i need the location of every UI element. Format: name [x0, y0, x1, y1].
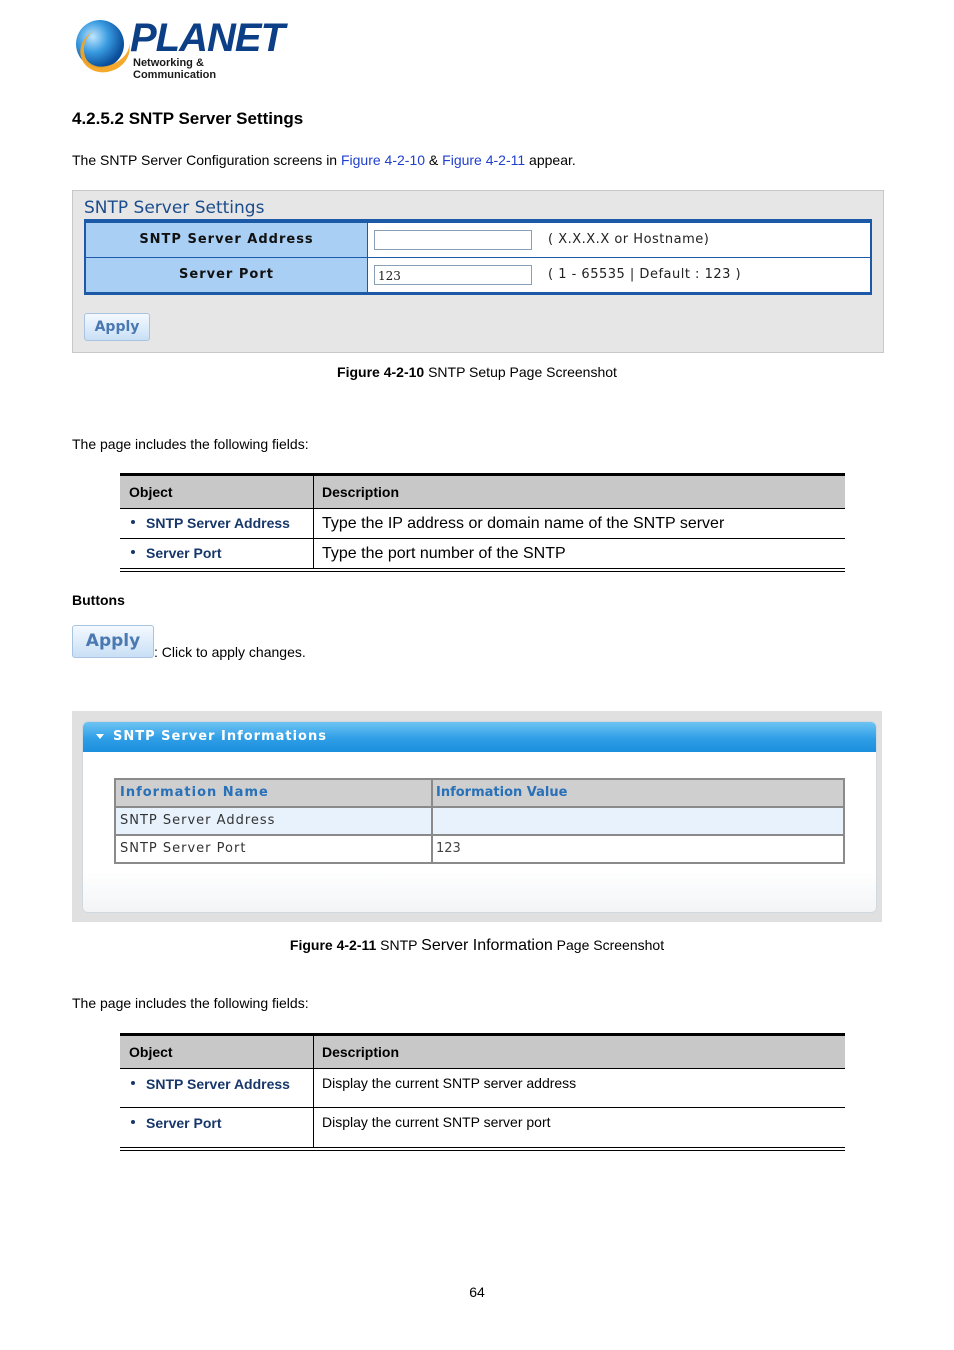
apply-description: : Click to apply changes.: [154, 644, 306, 660]
sntp-settings-panel: [72, 190, 884, 353]
port-label: Server Port: [86, 258, 368, 292]
server-port-input[interactable]: 123: [374, 265, 532, 285]
header-object: Object: [120, 476, 314, 508]
bullet-icon: [131, 1081, 135, 1085]
fields-table-2: [120, 1033, 845, 1151]
logo-wordmark: PLANET: [130, 16, 284, 60]
fields-intro-1: The page includes the following fields:: [72, 436, 309, 452]
figure-link-4-2-11[interactable]: Figure 4-2-11: [442, 152, 526, 168]
info-value: [433, 808, 843, 834]
intro-text-post: appear.: [525, 152, 576, 168]
logo-tagline: Networking & Communication: [133, 57, 217, 81]
settings-row-port: [86, 258, 870, 292]
info-panel-title: SNTP Server Informations: [113, 729, 327, 744]
intro-paragraph: [72, 152, 576, 168]
object-name: SNTP Server Address: [146, 515, 290, 531]
caption-2-text-c: Page Screenshot: [552, 937, 665, 953]
bullet-icon: [131, 520, 135, 524]
figure-caption-1: [0, 364, 954, 380]
page-number: 64: [469, 1284, 485, 1300]
table-row: [116, 834, 843, 862]
caption-2-label: Figure 4-2-11: [289, 937, 377, 953]
fields-table-1: [120, 473, 845, 572]
intro-text-pre: The SNTP Server Configuration screens in: [72, 152, 341, 168]
table-header-row: [120, 1035, 845, 1069]
apply-button-sample[interactable]: Apply: [72, 625, 154, 658]
object-description: Type the IP address or domain name of the SNTP server: [322, 515, 725, 532]
header-object: Object: [120, 1036, 314, 1068]
apply-button[interactable]: Apply: [84, 313, 150, 341]
intro-text-amp: &: [425, 152, 443, 168]
info-name: SNTP Server Port: [116, 836, 433, 862]
info-name: SNTP Server Address: [116, 808, 433, 834]
caption-1-text: SNTP Setup Page Screenshot: [424, 364, 617, 380]
info-header-row: [116, 780, 843, 806]
figure-caption-2: [0, 937, 954, 955]
object-name: Server Port: [146, 545, 222, 561]
info-header-value: Information Value: [436, 785, 568, 800]
port-hint: ( 1 - 65535 | Default : 123 ): [548, 267, 742, 282]
header-description: Description: [322, 1044, 400, 1060]
settings-panel-title: SNTP Server Settings: [84, 198, 265, 218]
collapse-triangle-icon: [96, 734, 104, 739]
info-value: 123: [436, 841, 461, 856]
bullet-icon: [131, 1120, 135, 1124]
table-row: [116, 806, 843, 834]
settings-table: [84, 219, 872, 295]
object-name: Server Port: [146, 1115, 222, 1131]
table-row: [120, 509, 845, 539]
object-name: SNTP Server Address: [146, 1076, 290, 1092]
object-description: Type the port number of the SNTP: [322, 545, 566, 562]
sntp-info-panel: [72, 711, 882, 922]
buttons-heading: Buttons: [72, 592, 125, 608]
bullet-icon: [131, 550, 135, 554]
table-row: [120, 1108, 845, 1148]
section-title: 4.2.5.2 SNTP Server Settings: [72, 109, 304, 128]
caption-1-label: Figure 4-2-10: [337, 364, 425, 380]
address-hint: ( X.X.X.X or Hostname): [548, 232, 710, 247]
figure-link-4-2-10[interactable]: Figure 4-2-10: [340, 152, 426, 168]
planet-logo: [76, 16, 284, 81]
object-description: Display the current SNTP server address: [322, 1075, 577, 1091]
table-row: [120, 539, 845, 569]
header-description: Description: [322, 484, 400, 500]
table-header-row: [120, 475, 845, 509]
settings-row-address: [86, 223, 870, 257]
object-description: Display the current SNTP server port: [322, 1114, 551, 1130]
caption-2-text-b: Server Information: [421, 937, 553, 954]
info-table: [114, 778, 845, 864]
fields-intro-2: The page includes the following fields:: [72, 995, 309, 1011]
info-header-name: Information Name: [116, 780, 433, 806]
address-label: SNTP Server Address: [86, 223, 368, 257]
caption-2-text-a: SNTP: [376, 937, 422, 953]
server-address-input[interactable]: [374, 230, 532, 250]
info-panel-header[interactable]: [83, 722, 876, 752]
table-row: [120, 1069, 845, 1108]
